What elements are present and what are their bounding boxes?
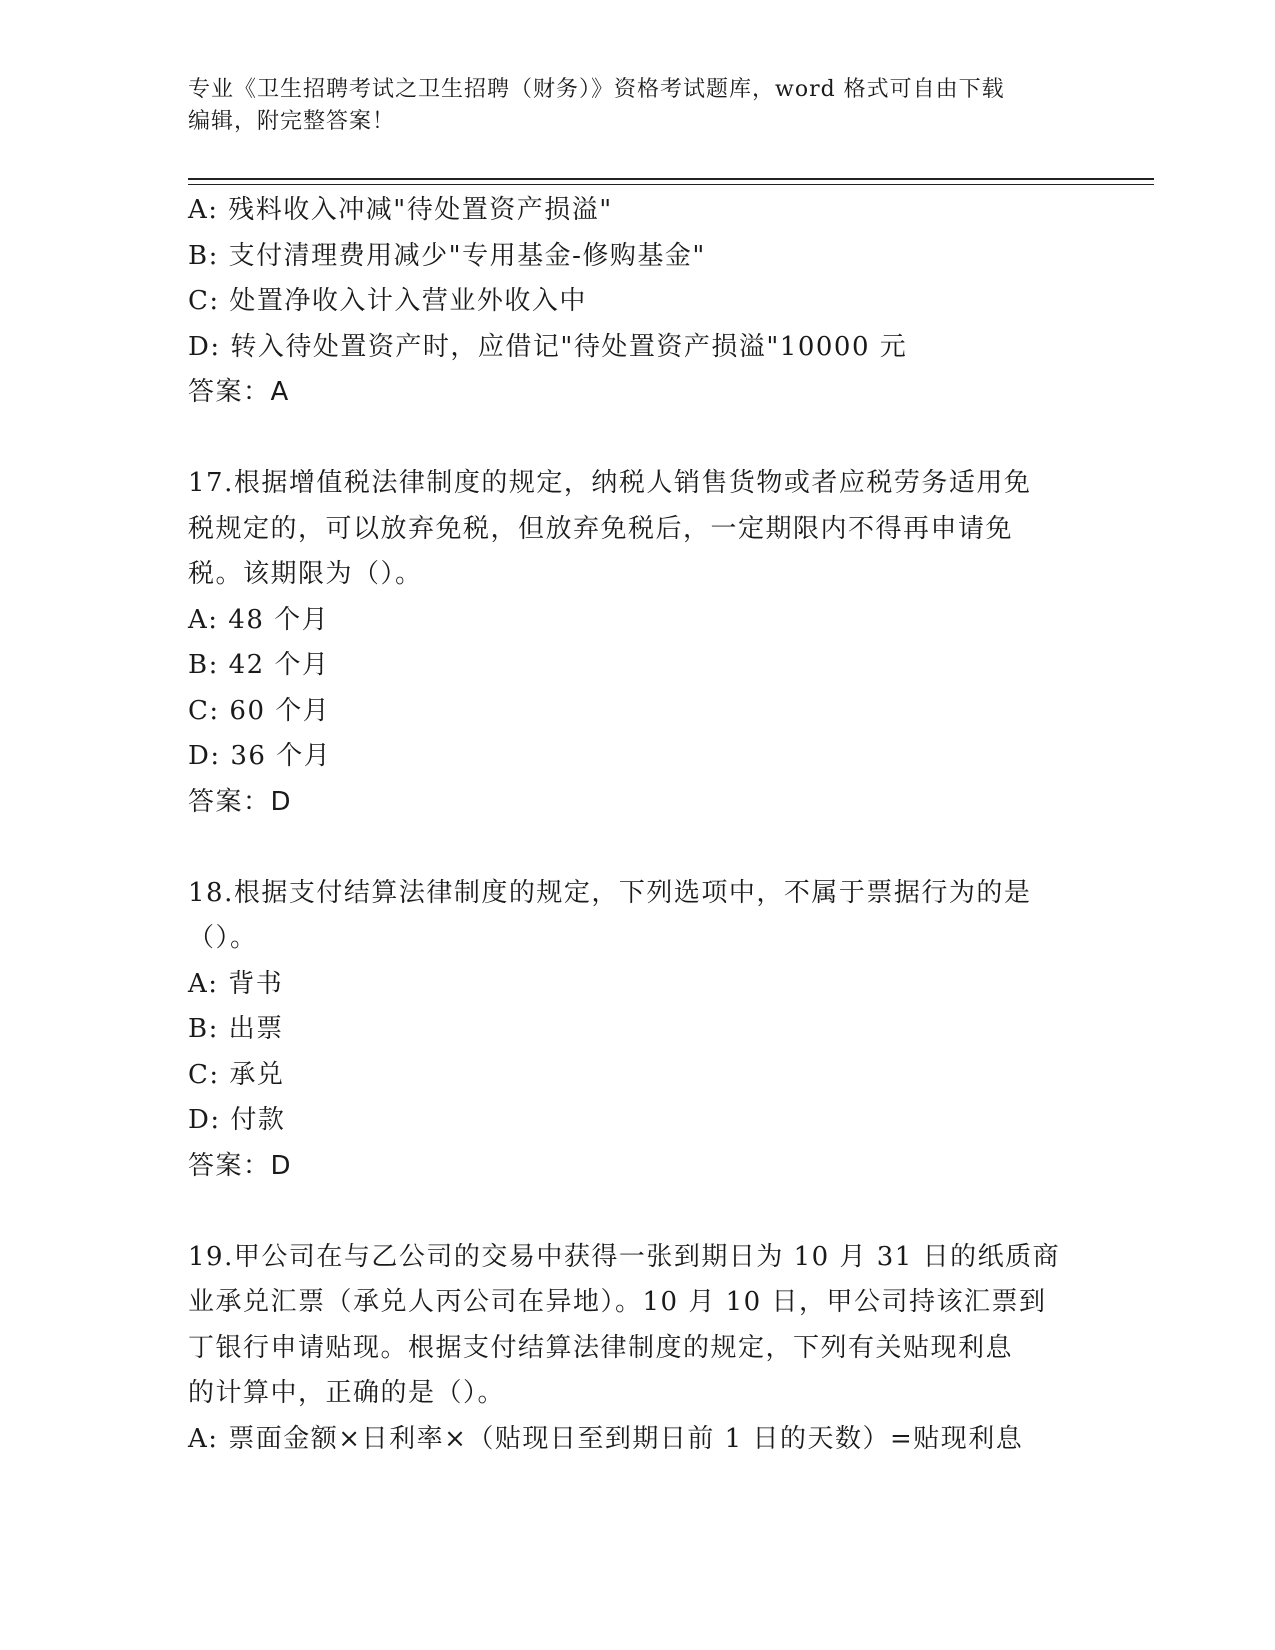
q18-stem-line-1: 18.根据支付结算法律制度的规定，下列选项中，不属于票据行为的是 — [188, 877, 1032, 908]
question-16 — [188, 188, 1068, 416]
question-content — [188, 188, 1068, 1462]
question-18 — [188, 871, 1068, 1190]
q17-option-c: C: 60 个月 — [188, 695, 331, 726]
q19-stem-line-4: 的计算中，正确的是（）。 — [188, 1378, 506, 1408]
q16-option-d: D: 转入待处置资产时，应借记"待处置资产损溢"10000 元 — [188, 331, 908, 362]
q16-answer: 答案：A — [188, 377, 290, 407]
q19-stem-line-1: 19.甲公司在与乙公司的交易中获得一张到期日为 10 月 31 日的纸质商 — [188, 1241, 1061, 1272]
q17-answer: 答案：D — [188, 786, 293, 817]
q17-option-d: D: 36 个月 — [188, 741, 332, 771]
header-line-2: 编辑，附完整答案！ — [188, 109, 396, 134]
spacer — [188, 416, 1068, 462]
q16-option-a: A: 残料收入冲减"待处置资产损溢" — [188, 195, 613, 225]
q18-stem-line-2: （）。 — [188, 923, 258, 953]
q18-option-a: A: 背书 — [188, 968, 284, 999]
q17-stem-line-1: 17.根据增值税法律制度的规定，纳税人销售货物或者应税劳务适用免 — [188, 468, 1032, 498]
q16-option-c: C: 处置净收入计入营业外收入中 — [188, 286, 587, 316]
q17-stem-line-3: 税。该期限为（）。 — [188, 559, 423, 589]
q18-option-b: B: 出票 — [188, 1014, 284, 1044]
q17-option-a: A: 48 个月 — [188, 604, 330, 635]
q17-stem-line-2: 税规定的，可以放弃免税，但放弃免税后，一定期限内不得再申请免 — [188, 513, 1014, 544]
q19-stem-line-3: 丁银行申请贴现。根据支付结算法律制度的规定，下列有关贴现利息 — [188, 1332, 1014, 1363]
q17-option-b: B: 42 个月 — [188, 650, 330, 680]
q19-option-a: A: 票面金额×日利率×（贴现日至到期日前 1 日的天数）=贴现利息 — [188, 1423, 1024, 1454]
q18-option-d: D: 付款 — [188, 1105, 286, 1135]
header-divider-thick — [188, 178, 1154, 180]
spacer — [188, 1189, 1068, 1235]
header-line-1: 专业《卫生招聘考试之卫生招聘（财务）》资格考试题库，word 格式可自由下载 — [188, 77, 1005, 102]
header-divider-thin — [188, 184, 1154, 185]
q18-option-c: C: 承兑 — [188, 1059, 285, 1090]
document-header — [188, 74, 1068, 138]
question-19 — [188, 1235, 1068, 1463]
q18-answer: 答案：D — [188, 1150, 293, 1181]
question-17 — [188, 461, 1068, 825]
q19-stem-line-2: 业承兑汇票（承兑人丙公司在异地）。10 月 10 日，甲公司持该汇票到 — [188, 1287, 1047, 1317]
q16-option-b: B: 支付清理费用减少"专用基金-修购基金" — [188, 240, 706, 271]
spacer — [188, 825, 1068, 871]
